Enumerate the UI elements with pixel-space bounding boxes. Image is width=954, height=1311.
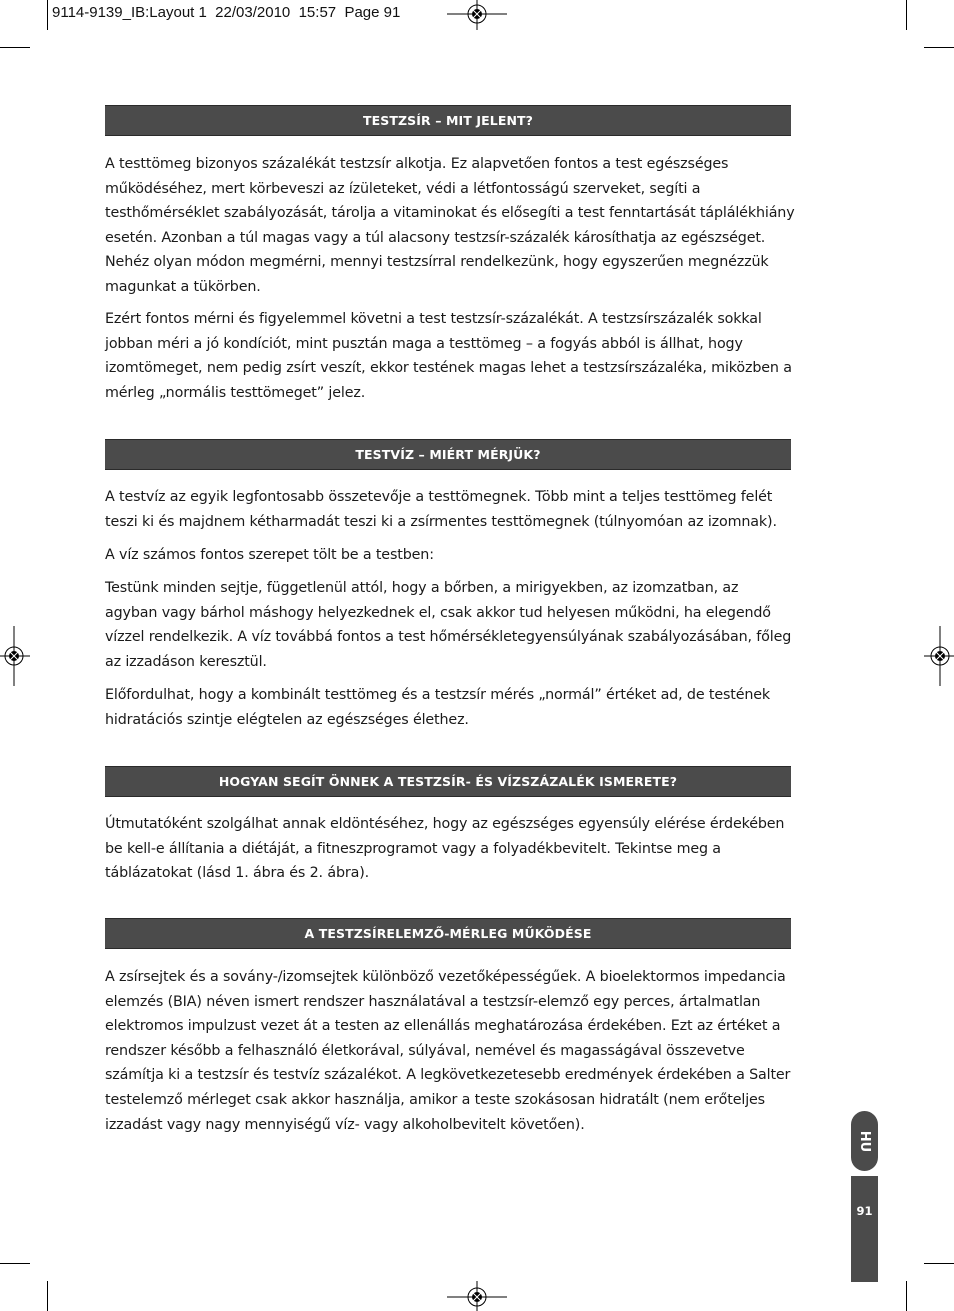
paragraph: A testtömeg bizonyos százalékát testzsír alkotja. Ez alapvetően fontos a test egészséges működéséhez, mert körbeveszi az ízületeket, védi a létfontosságú szerveket, segíti a testhőmérséklet szabályozását, tárolja a vitaminokat és elősegíti a test fenntartását táplálékhiány esetén. Azonban a túl magas vagy a túl alacsony testzsír-százalék károsíthatja az egészséget. Nehéz olyan módon megmérni, mennyi testzsírral rendelkezünk, hogy egyszerűen megnézzük magunkat a tükörben. [105, 156, 795, 295]
paragraph: Testünk minden sejtje, függetlenül attól, hogy a bőrben, a mirigyekben, az izomzatban, az agyban vagy bárhol máshogy helyezkednek el, csak akkor tud helyesen működni, ha elegendő vízzel rendelkezik. A víz továbbá fontos a test hőmérsékletegyensúlyának szabályozásában, főleg az izzadáson keresztül. [105, 580, 792, 670]
print-slug: 9114-9139_IB:Layout 1 22/03/2010 15:57 Page 91 [52, 4, 401, 21]
section-heading-how-it-helps [105, 766, 791, 797]
crop-mark-icon [906, 0, 907, 30]
paragraph: Előfordulhat, hogy a kombinált testtömeg és a testzsír mérés „normál” értéket ad, de testének hidratációs szintje elégtelen az egészséges élethez. [105, 687, 771, 728]
paragraph: Útmutatóként szolgálhat annak eldöntéséhez, hogy az egészséges egyensúly elérése érdekében be kell-e állítania a diétáját, a fitneszprogramot vagy a folyadékbevitelt. Tekintse meg a táblázatokat (lásd 1. ábra és 2. ábra). [105, 816, 785, 882]
language-label: HU [857, 1130, 872, 1152]
crop-mark-icon [47, 1281, 48, 1311]
crop-mark-icon [47, 0, 48, 30]
crop-mark-icon [924, 47, 954, 48]
language-tab [851, 1111, 878, 1171]
registration-mark-icon [447, 0, 507, 30]
crop-mark-icon [906, 1281, 907, 1311]
section-heading-text: A TESTZSÍRELEMZŐ-MÉRLEG MŰKÖDÉSE [304, 926, 592, 941]
page-number: 91 [856, 1204, 873, 1218]
page-number-tab [851, 1176, 878, 1282]
section-heading-text: HOGYAN SEGÍT ÖNNEK A TESTZSÍR- ÉS VÍZSZÁZALÉK ISMERETE? [218, 774, 678, 789]
section-heading-text: TESTVÍZ – MIÉRT MÉRJÜK? [355, 447, 541, 462]
paragraph: A víz számos fontos szerepet tölt be a testben: [105, 547, 434, 563]
paragraph: A zsírsejtek és a sovány-/izomsejtek különböző vezetőképességűek. A bioelektormos impedancia elemzés (BIA) néven ismert rendszer használatával a testzsír-elemző egy perces, ártalmatlan elektromos impulzust vezet át a testen az ellenállás meghatározása érdekében. Ezt az értéket a rendszer később a felhasználó életkorával, súlyával, nemével és magasságával összevetve számítja ki a testzsír és testvíz százalékot. A legkövetkezetesebb eredmények érdekében a Salter testelemző mérleget csak akkor használja, amikor a teste szokásosan hidratált (nem erőteljes izzadást vagy nagy mennyiségű víz- vagy alkoholbevitelt követően). [105, 969, 791, 1133]
registration-mark-icon [924, 626, 954, 686]
paragraph: A testvíz az egyik legfontosabb összetevője a testtömegnek. Több mint a teljes testtömeg felét teszi ki és majdnem kétharmadát teszi ki a zsírmentes testtömegnek (túlnyomóan az izomnak). [105, 489, 777, 530]
section-heading-text: TESTZSÍR – MIT JELENT? [363, 113, 533, 128]
registration-mark-icon [447, 1281, 507, 1311]
crop-mark-icon [0, 1263, 30, 1264]
crop-mark-icon [924, 1263, 954, 1264]
section-heading-how-scale-works [105, 918, 791, 949]
paragraph: Ezért fontos mérni és figyelemmel követni a test testzsír-százalékát. A testzsírszázalék sokkal jobban méri a jó kondíciót, mint pusztán maga a testtömeg – a fogyás abból is állhat, hogy izomtömeget, nem pedig zsírt veszít, ekkor testének magas lehet a testzsírszázaléka, miközben a mérleg „normális testtömeget” jelez. [105, 311, 792, 401]
section-heading-body-water [105, 439, 791, 470]
crop-mark-icon [0, 47, 30, 48]
registration-mark-icon [0, 626, 30, 686]
section-heading-body-fat [105, 105, 791, 136]
